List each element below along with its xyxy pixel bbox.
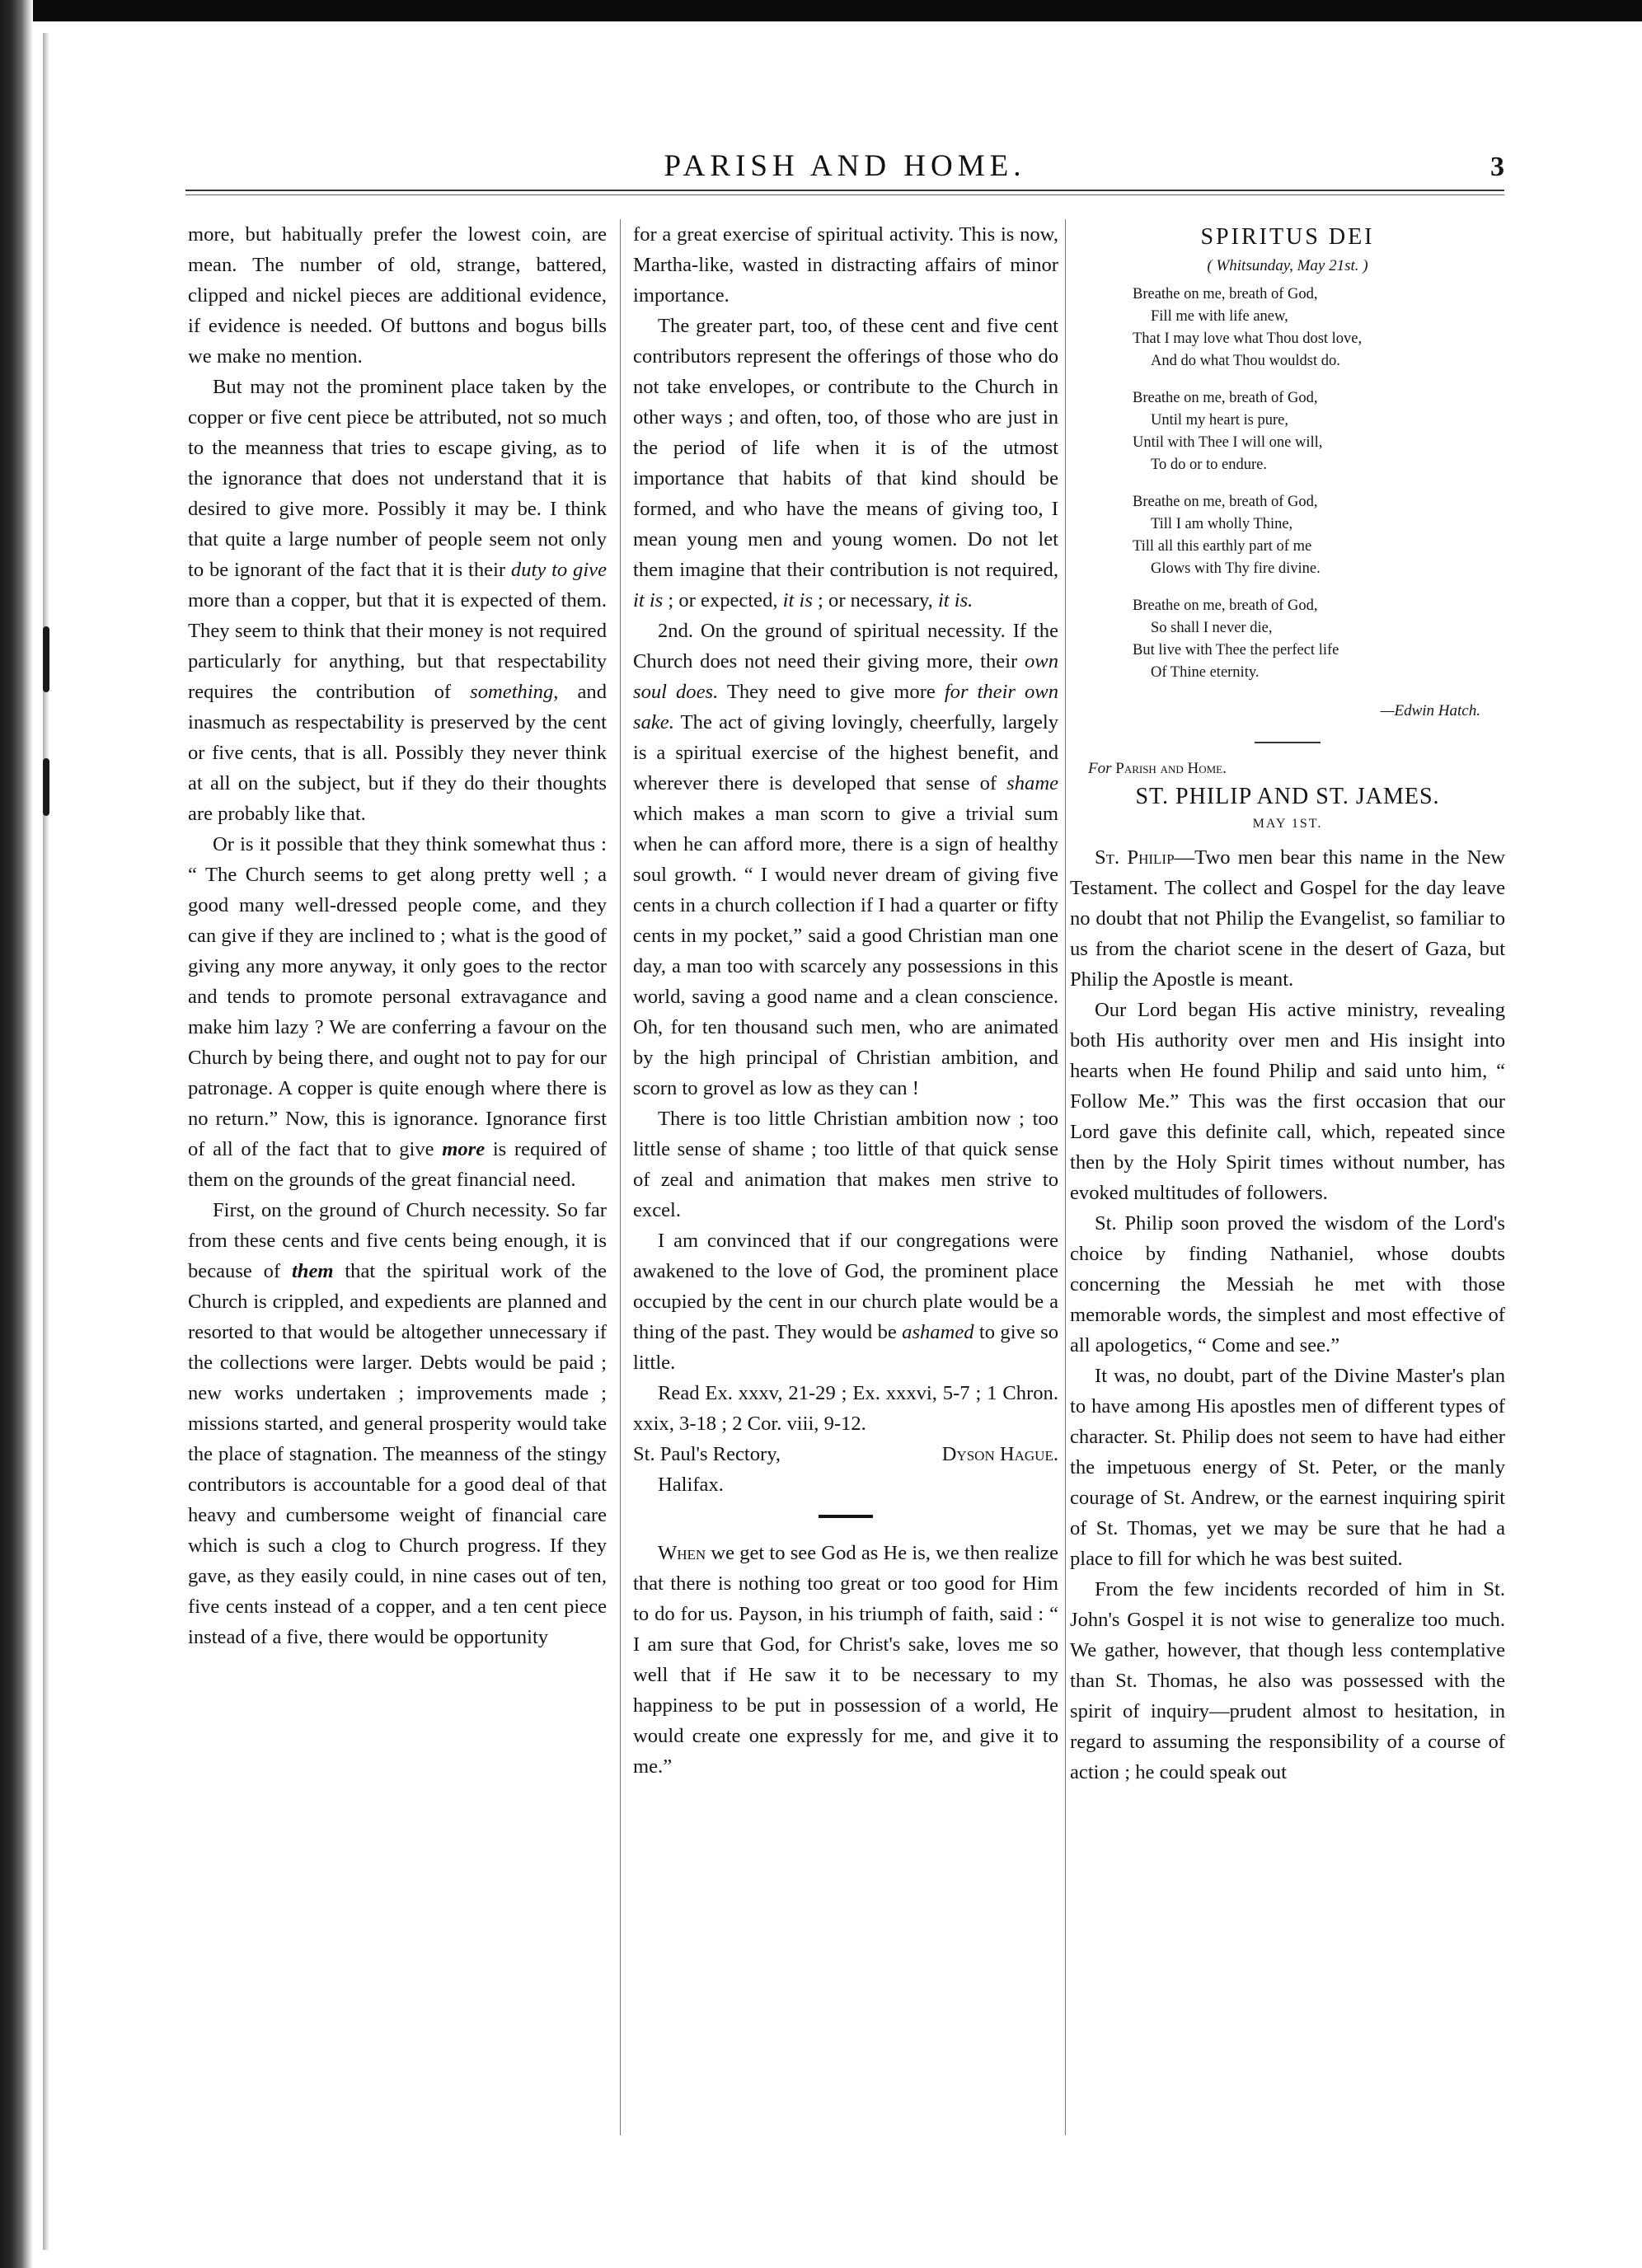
binding-mark — [43, 626, 49, 692]
scan-border-top — [0, 0, 1642, 21]
poem-stanza: Breathe on me, breath of God, So shall I never die, But live with Thee the perfect life Of Thine eternity. — [1133, 597, 1339, 681]
page-header — [185, 148, 1504, 190]
signature-city: Halifax. — [658, 1474, 724, 1496]
paragraph: I am convinced that if our congregations were awakened to the love of God, the prominent place occupied by the cent in our church plate would be a thing of the past. They would be ashamed to give so little. — [633, 1230, 1058, 1374]
poem-stanza: Breathe on me, breath of God, Until my heart is pure, Until with Thee I will one will, To do or to endure. — [1133, 390, 1323, 473]
paragraph: 2nd. On the ground of spiritual necessity. If the Church does not need their giving more, their own soul does. They need to give more for their own sake. The act of giving lovingly, cheerfully, largely is a spiritual exercise of the highest benefit, and wherever there is developed that sense of shame which makes a man scorn to give a trivial sum when he can afford more, there is a sign of healthy soul growth. “ I would never dream of giving five cents in a church collection if I had a quarter or fifty cents in my pocket,” said a good Christian man one day, a man too with scarcely any possessions in this world, saving a good name and a clean conscience. Oh, for ten thousand such men, who are animated by the high principal of Christian ambition, and scorn to grovel as low as they can ! — [633, 620, 1058, 1099]
signature-line — [633, 1439, 1058, 1469]
paragraph: Or is it possible that they think somewhat thus : “ The Church seems to get along pretty well ; a good many well-dressed people come, and they can give if they are inclined to ; what is the good of giving any more anyway, it only goes to the rector and tends to promote personal extravagance and make him lazy ? We are conferring a favour on the Church by being there, and ought not to pay for our patronage. A copper is quite enough where there is no return.” Now, this is ignorance. Ignorance first of all of the fact that to give more is required of them on the grounds of the great financial need. — [188, 833, 607, 1191]
poem — [1070, 284, 1505, 684]
running-title: PARISH AND HOME. — [664, 149, 1026, 183]
column-3 — [1070, 219, 1505, 1788]
signature-name: Dyson Hague. — [941, 1443, 1058, 1465]
contributed-for: For Parish and Home. — [1088, 760, 1227, 777]
header-rule-thin — [185, 194, 1504, 195]
page-edge — [43, 33, 49, 2250]
paragraph: St. Philip—Two men bear this name in the New Testament. The collect and Gospel for the day leave no doubt that not Philip the Evangelist, so familiar to us from the chariot scene in the desert of Gaza, but Philip the Apostle is meant. — [1070, 846, 1506, 991]
page-number: 3 — [1490, 152, 1504, 182]
paragraph: From the few incidents recorded of him in St. John's Gospel it is not wise to generalize too much. We gather, however, that though less contemplative than St. Thomas, he also was possessed with the spirit of inquiry—prudent almost to hesitation, in regard to assuming the responsibility of a course of action ; he could speak out — [1070, 1578, 1505, 1783]
paragraph: St. Philip soon proved the wisdom of the Lord's choice by finding Nathaniel, whose doubts concerning the Messiah he met with those memorable words, the simplest and most effective of all apologetics, “ Come and see.” — [1070, 1212, 1505, 1357]
article-date: MAY 1ST. — [1252, 817, 1323, 831]
column-2 — [633, 219, 1058, 1782]
poem-title: SPIRITUS DEI — [1200, 224, 1375, 250]
binding-mark — [43, 758, 49, 816]
column-1 — [188, 219, 607, 1652]
paragraph: The greater part, too, of these cent and five cent contributors represent the offerings of those who do not take envelopes, or contribute to the Church in other ways ; and often, too, of those who are just in the period of life when it is of the utmost importance that habits of that kind should be formed, and who have the means of giving too, I mean young men and young women. Do not let them imagine that their contribution is not required, it is ; or expected, it is ; or necessary, it is. — [633, 315, 1058, 612]
paragraph: First, on the ground of Church necessity. So far from these cents and five cents being enough, it is because of them that the spiritual work of the Church is crippled, and expedients are planned and resorted to that would be altogether unnecessary if the collections were larger. Debts would be paid ; new works undertaken ; improvements made ; missions started, and general prosperity would take the place of stagnation. The meanness of the stingy contributors is accountable for a good deal of that heavy and cumbersome weight of financial care which is such a clog to Church progress. If they gave, as they easily could, in nine cases out of ten, five cents instead of a copper, and a ten cent piece instead of a five, there would be opportunity — [188, 1199, 607, 1648]
column-divider — [620, 219, 621, 2135]
poem-stanza: Breathe on me, breath of God, Till I am wholly Thine, Till all this earthly part of me Glows with Thy fire divine. — [1133, 494, 1321, 577]
article-title: ST. PHILIP AND ST. JAMES. — [1135, 784, 1440, 809]
paragraph: It was, no doubt, part of the Divine Master's plan to have among His apostles men of different types of character. St. Philip does not seem to have had either the impetuous energy of St. Peter, or the manly courage of St. Andrew, or the earnest inquiring spirit of St. Thomas, yet we may be sure that he had a place to fill for which he was best suited. — [1070, 1365, 1505, 1570]
poem-author: —Edwin Hatch. — [1380, 702, 1480, 719]
poem-stanza: Breathe on me, breath of God, Fill me with life anew, That I may love what Thou dost love, And do what Thou wouldst do. — [1133, 286, 1363, 369]
paragraph: But may not the prominent place taken by the copper or five cent piece be attributed, not so much to the meanness that tries to escape giving, as to the ignorance that does not understand that it is desired to give more. Possibly it may be. I think that quite a large number of people seem not only to be ignorant of the fact that it is their duty to give more than a copper, but that it is expected of them. They seem to think that their money is not required particularly for anything, but that respectability requires the contribution of something, and inasmuch as respectability is preserved by the cent or five cents, that is all. Possibly they never think at all on the subject, but if they do their thoughts are probably like that. — [188, 376, 607, 825]
column-divider — [1065, 219, 1066, 2135]
paragraph: for a great exercise of spiritual activity. This is now, Martha-like, wasted in distracting affairs of minor importance. — [633, 223, 1058, 307]
paragraph: When we get to see God as He is, we then realize that there is nothing too great or too good for Him to do for us. Payson, in his triumph of faith, said : “ I am sure that God, for Christ's sake, loves me so well that if He saw it to be necessary to my happiness to be put in possession of a world, He would create one expressly for me, and give it to me.” — [633, 1542, 1058, 1778]
header-rule — [185, 190, 1504, 191]
paragraph: Our Lord began His active ministry, revealing both His authority over men and His insight into hearts when He found Philip and said unto him, “ Follow Me.” This was the first occasion that our Lord gave this definite call, which, repeated since then by the Holy Spirit times without number, has evoked multitudes of followers. — [1070, 999, 1505, 1204]
section-rule — [1255, 742, 1321, 743]
paragraph: There is too little Christian ambition now ; too little sense of shame ; too little of that quick sense of zeal and animation that makes men strive to excel. — [633, 1108, 1058, 1221]
section-rule — [819, 1515, 873, 1518]
poem-subtitle: ( Whitsunday, May 21st. ) — [1207, 257, 1368, 274]
reading-references: Read Ex. xxxv, 21-29 ; Ex. xxxvi, 5-7 ; 1 Chron. xxix, 3-18 ; 2 Cor. viii, 9-12. — [633, 1382, 1058, 1435]
scan-border-left — [0, 0, 33, 2268]
signature-place: St. Paul's Rectory, — [633, 1443, 781, 1465]
paragraph: more, but habitually prefer the lowest coin, are mean. The number of old, strange, battered, clipped and nickel pieces are additional evidence, if evidence is needed. Of buttons and bogus bills we make no mention. — [188, 223, 607, 368]
